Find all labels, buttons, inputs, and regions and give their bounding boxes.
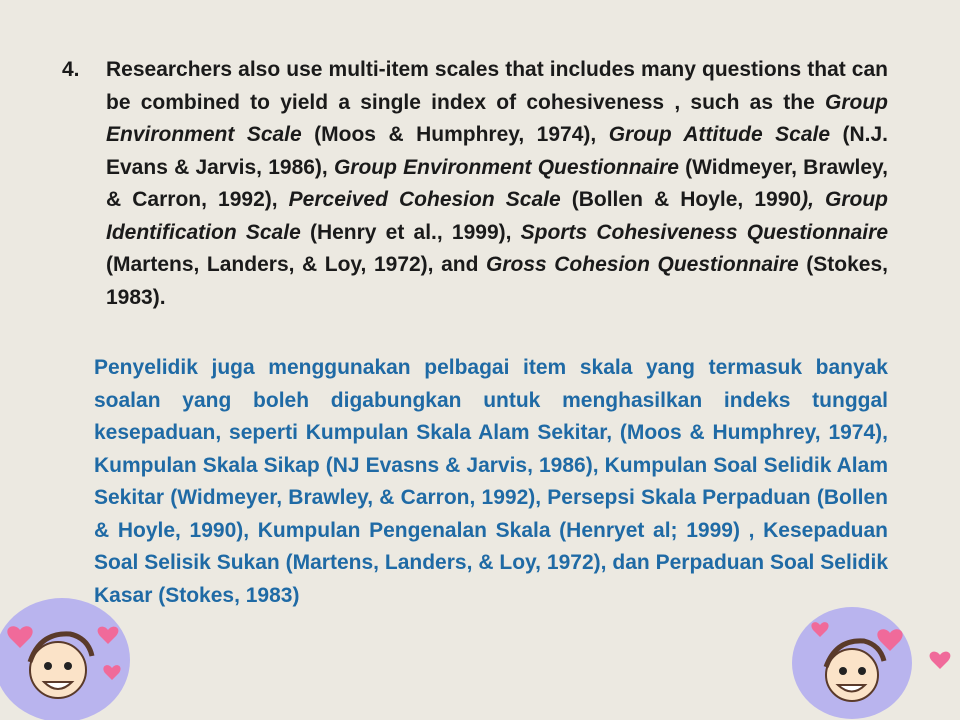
scale-title: Group Attitude Scale: [608, 123, 831, 146]
scale-title: Group Environment Scale: [106, 90, 888, 146]
text-segment: (Martens, Landers, & Loy, 1972), and: [106, 253, 486, 276]
cartoon-girl-hearts-icon: [0, 590, 140, 720]
text-segment: (Moos & Humphrey, 1974),: [301, 123, 609, 146]
text-segment: Researchers also use multi-item scales that includes many questions that can be combined to yield a single index of cohesiveness , such as the: [106, 58, 888, 114]
text-segment: (Stokes, 1983).: [106, 253, 888, 309]
text-segment: (Bollen & Hoyle, 1990: [560, 188, 802, 211]
malay-translation: Penyelidik juga menggunakan pelbagai item skala yang termasuk banyak soalan yang boleh digabungkan untuk menghasilkan indeks tunggal kesepaduan, seperti Kumpulan Skala Alam Sekitar, (Moos & Humphrey, 1974), Kumpulan Skala Sikap (NJ Evasns & Jarvis, 1986), Kumpulan Soal Selidik Alam Sekitar (Widmeyer, Brawley, & Carron, 1992), Persepsi Skala Perpaduan (Bollen & Hoyle, 1990), Kumpulan Pengenalan Skala (Henryet al; 1999) , Kesepaduan Soal Selisik Sukan (Martens, Landers, & Loy, 1972), dan Perpaduan Soal Selidik Kasar (Stokes, 1983): [94, 356, 888, 607]
item-number: 4.: [62, 58, 80, 81]
cartoon-girl-hearts-icon: [790, 595, 960, 720]
scale-title: ), Group Identification Scale: [106, 188, 888, 244]
text-segment: (N.J. Evans & Jarvis, 1986),: [106, 123, 889, 179]
scale-title: Group Environment Questionnaire: [333, 155, 679, 179]
text-segment: (Widmeyer, Brawley, & Carron, 1992),: [106, 155, 889, 211]
text-segment: (Henry et al., 1999),: [300, 220, 521, 244]
scale-title: Perceived Cohesion Scale: [288, 188, 561, 211]
scale-title: Sports Cohesiveness Questionnaire: [520, 220, 888, 244]
scale-title: Gross Cohesion Questionnaire: [486, 253, 799, 276]
english-paragraph: [106, 54, 888, 314]
